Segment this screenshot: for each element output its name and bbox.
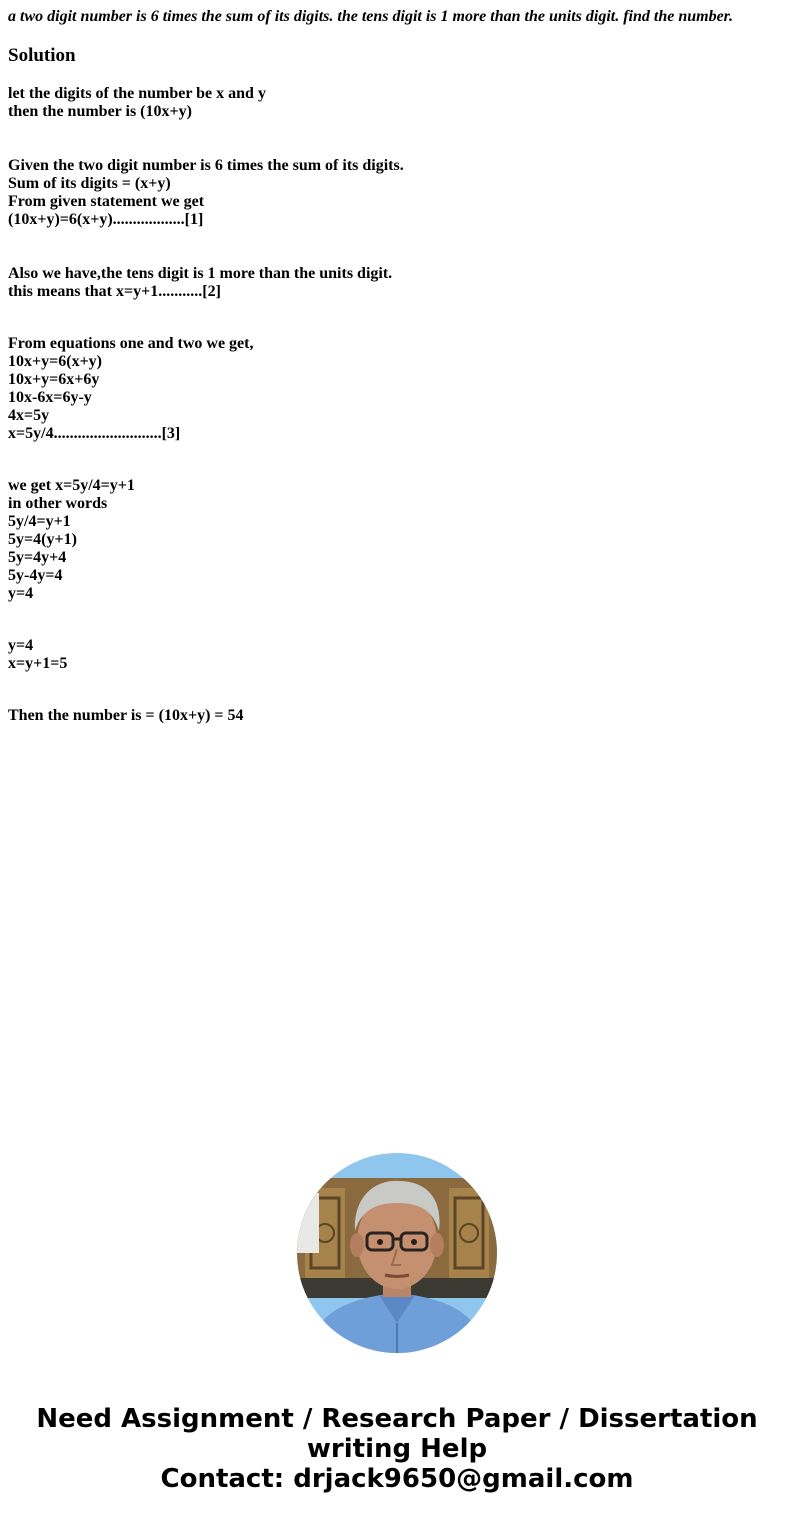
solution-line: this means that x=y+1...........[2] <box>8 283 221 300</box>
solution-line: in other words <box>8 495 108 512</box>
solution-line: 10x+y=6x+6y <box>8 371 100 388</box>
author-portrait-image <box>297 1153 497 1353</box>
question-text: a two digit number is 6 times the sum of its digits. the tens digit is 1 more than the units digit. find the number. <box>8 8 734 25</box>
footer-line-2: writing Help <box>306 1434 488 1464</box>
solution-line: 5y/4=y+1 <box>8 513 71 530</box>
solution-line: (10x+y)=6(x+y)..................[1] <box>8 211 204 228</box>
solution-line: From equations one and two we get, <box>8 335 254 352</box>
footer-contact: Contact: drjack9650@gmail.com <box>160 1464 634 1494</box>
solution-line: we get x=5y/4=y+1 <box>8 477 135 494</box>
solution-line: 5y=4(y+1) <box>8 531 77 548</box>
final-answer: Then the number is = (10x+y) = 54 <box>8 707 244 724</box>
solution-line: x=y+1=5 <box>8 655 68 672</box>
solution-line: then the number is (10x+y) <box>8 103 192 120</box>
solution-heading: Solution <box>8 45 76 66</box>
solution-line: y=4 <box>8 585 34 602</box>
solution-line: 10x-6x=6y-y <box>8 389 92 406</box>
solution-line: x=5y/4...........................[3] <box>8 425 181 442</box>
footer-line-1: Need Assignment / Research Paper / Dissertation <box>36 1404 758 1434</box>
author-avatar <box>297 1153 497 1353</box>
solution-line: 10x+y=6(x+y) <box>8 353 103 370</box>
solution-line: From given statement we get <box>8 193 205 210</box>
solution-line: Given the two digit number is 6 times the sum of its digits. <box>8 157 404 174</box>
solution-line: 5y=4y+4 <box>8 549 67 566</box>
solution-line: 5y-4y=4 <box>8 567 63 584</box>
solution-line: 4x=5y <box>8 407 50 424</box>
solution-line: y=4 <box>8 637 34 654</box>
solution-line: Sum of its digits = (x+y) <box>8 175 171 192</box>
solution-line: Also we have,the tens digit is 1 more than the units digit. <box>8 265 393 282</box>
solution-line: let the digits of the number be x and y <box>8 85 266 102</box>
